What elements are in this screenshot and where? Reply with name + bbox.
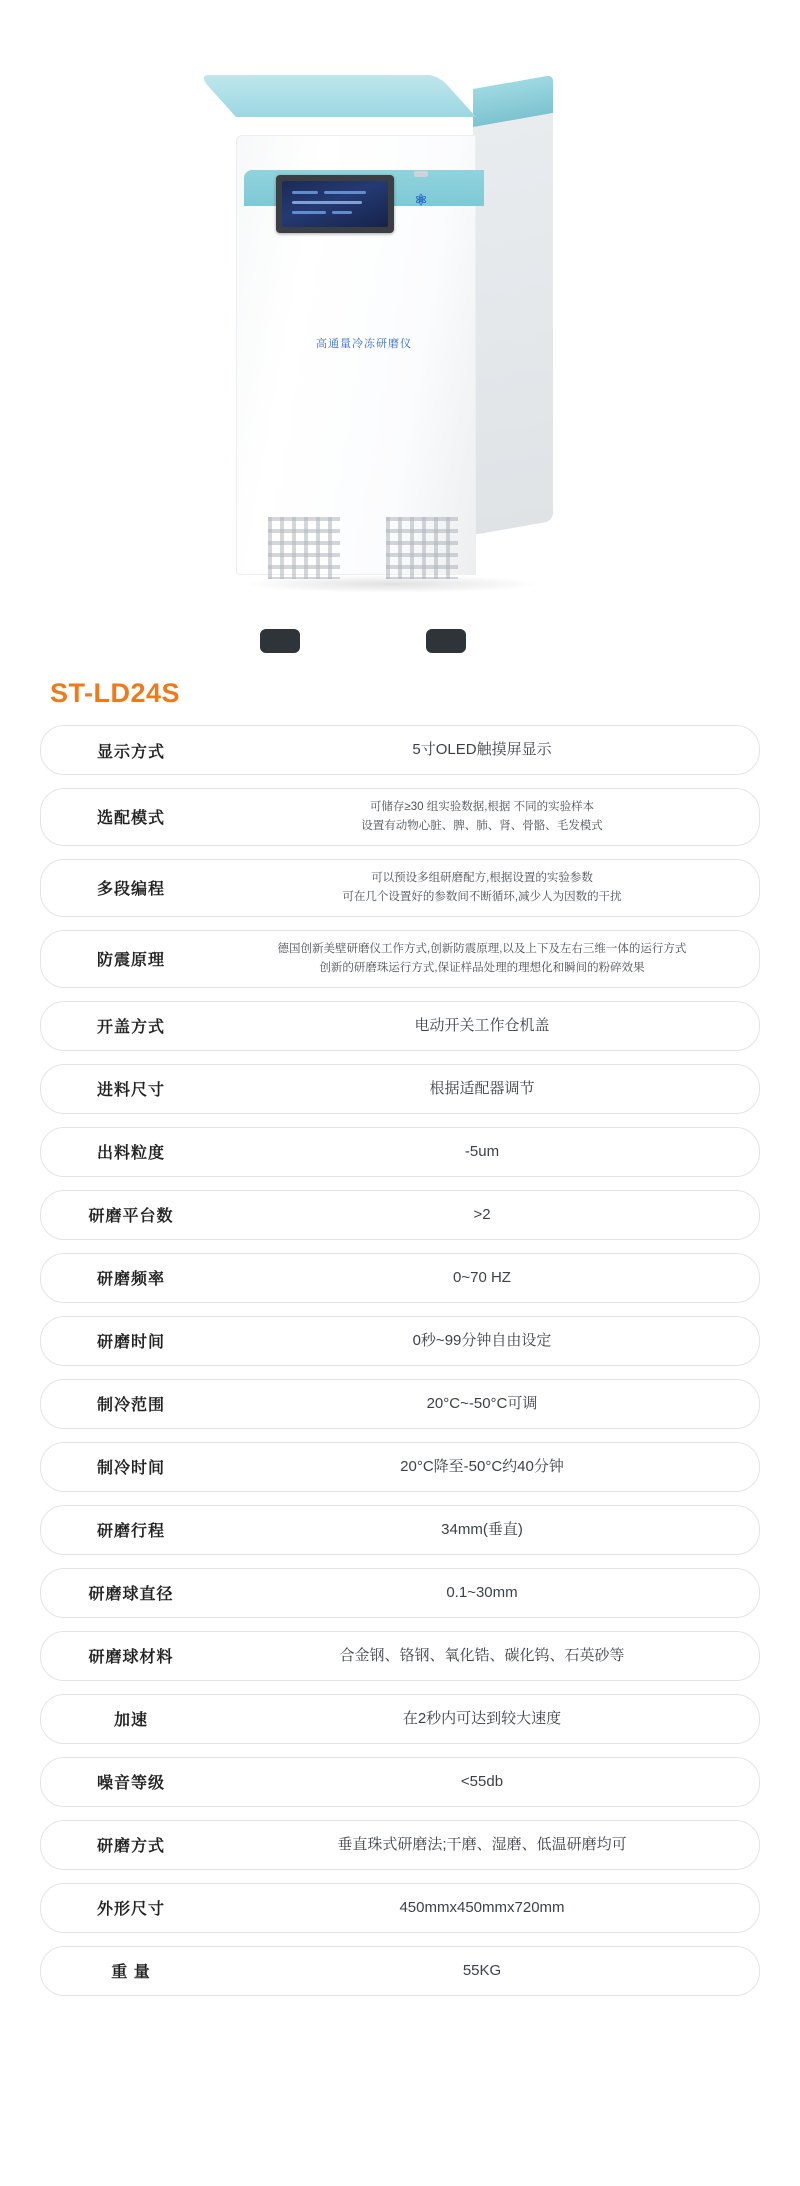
spec-row — [40, 788, 760, 846]
vent-left — [268, 517, 340, 579]
spec-value — [221, 1254, 759, 1302]
spec-value-line: 0秒~99分钟自由设定 — [412, 1332, 552, 1350]
spec-row — [40, 1946, 760, 1996]
spec-label: 防震原理 — [96, 952, 165, 970]
spec-value — [221, 1065, 759, 1113]
spec-label: 研磨平台数 — [88, 1208, 174, 1226]
spec-value-line: 20°C降至-50°C约40分钟 — [400, 1458, 564, 1476]
spec-value-line: 垂直珠式研磨法;干磨、湿磨、低温研磨均可 — [337, 1836, 627, 1854]
screen-line — [324, 191, 366, 194]
spec-value-line: 55KG — [462, 1962, 502, 1980]
vent-grid — [268, 517, 340, 579]
spec-value — [221, 1632, 759, 1680]
spec-row — [40, 1883, 760, 1933]
spec-value-line: 创新的研磨珠运行方式,保证样品处理的理想化和瞬间的粉碎效果 — [319, 961, 645, 974]
spec-value — [221, 1821, 759, 1869]
spec-value — [221, 860, 759, 916]
spec-row — [40, 1001, 760, 1051]
spec-row — [40, 1253, 760, 1303]
spec-row — [40, 1064, 760, 1114]
spec-row — [40, 1694, 760, 1744]
spec-value — [221, 789, 759, 845]
spec-value-line: 设置有动物心脏、脾、肺、肾、骨骼、毛发模式 — [361, 819, 603, 832]
spec-label: 制冷范围 — [96, 1397, 165, 1415]
spec-row — [40, 1190, 760, 1240]
spec-value-line: 根据适配器调节 — [429, 1080, 535, 1098]
machine-side-panel — [473, 99, 553, 535]
spec-value-line: 20°C~-50°C可调 — [426, 1395, 538, 1413]
spec-label: 外形尺寸 — [96, 1901, 165, 1919]
product-brand-label: 高通量冷冻研磨仪 — [316, 338, 412, 350]
spec-value — [221, 1758, 759, 1806]
spec-row — [40, 1379, 760, 1429]
product-image — [0, 0, 800, 660]
screen-line — [292, 211, 326, 214]
machine-lid-top — [198, 75, 476, 117]
spec-value — [221, 1317, 759, 1365]
spec-label: 出料粒度 — [96, 1145, 165, 1163]
spec-value-line: 可以预设多组研磨配方,根据设置的实验参数 — [371, 871, 593, 884]
spec-label: 研磨球材料 — [88, 1649, 174, 1667]
spec-label: 显示方式 — [96, 743, 165, 761]
spec-value — [221, 1947, 759, 1995]
spec-value — [221, 726, 759, 774]
spec-label: 加速 — [113, 1712, 148, 1730]
vent-grid — [386, 517, 458, 579]
spec-value — [221, 1569, 759, 1617]
screen-line — [292, 201, 362, 204]
grinder-illustration — [228, 75, 560, 605]
spec-value-line: 0.1~30mm — [446, 1584, 518, 1602]
spec-label: 进料尺寸 — [96, 1082, 165, 1100]
spec-value — [221, 1380, 759, 1428]
spec-row — [40, 859, 760, 917]
spec-row — [40, 1127, 760, 1177]
spec-value-line: 34mm(垂直) — [441, 1521, 523, 1539]
spec-label: 研磨方式 — [96, 1838, 165, 1856]
spec-label: 研磨时间 — [96, 1334, 165, 1352]
spec-row — [40, 725, 760, 775]
spec-label: 研磨行程 — [96, 1523, 165, 1541]
spec-label: 开盖方式 — [96, 1019, 165, 1037]
spec-value — [221, 1506, 759, 1554]
vent-right — [386, 517, 458, 579]
spec-value — [221, 1695, 759, 1743]
spec-value-line: 合金钢、铬钢、氧化锆、碳化钨、石英砂等 — [339, 1647, 625, 1665]
spec-row — [40, 1442, 760, 1492]
spec-value-line: 0~70 HZ — [453, 1269, 511, 1287]
spec-value — [221, 931, 759, 987]
spec-row — [40, 930, 760, 988]
spec-row — [40, 1505, 760, 1555]
spec-row — [40, 1757, 760, 1807]
spec-row — [40, 1631, 760, 1681]
spec-label: 制冷时间 — [96, 1460, 165, 1478]
spec-value-line: 德国创新美壁研磨仪工作方式,创新防震原理,以及上下及左右三维一体的运行方式 — [277, 942, 687, 955]
spec-label: 研磨频率 — [96, 1271, 165, 1289]
screen-line — [292, 191, 318, 194]
machine-front-panel — [236, 135, 476, 575]
machine-foot-right — [426, 629, 466, 653]
spec-row — [40, 1316, 760, 1366]
oled-touchscreen[interactable] — [282, 181, 388, 227]
spec-value — [221, 1002, 759, 1050]
specification-list — [0, 715, 800, 2049]
spec-value-line: 在2秒内可达到较大速度 — [402, 1710, 562, 1728]
spec-row — [40, 1568, 760, 1618]
spec-value — [221, 1443, 759, 1491]
spec-value — [221, 1884, 759, 1932]
spec-value — [221, 1128, 759, 1176]
page-title: ST-LD24S — [50, 678, 181, 708]
manufacturer-logo-icon: ⚛ — [414, 192, 428, 209]
machine-foot-left — [260, 629, 300, 653]
spec-value — [221, 1191, 759, 1239]
screen-line — [332, 211, 352, 214]
spec-value-line: >2 — [473, 1206, 491, 1224]
spec-value-line: 5寸OLED触摸屏显示 — [412, 741, 552, 759]
spec-row — [40, 1820, 760, 1870]
spec-value-line: 可在几个设置好的参数间不断循环,减少人为因数的干扰 — [342, 890, 622, 903]
spec-value-line: 450mmx450mmx720mm — [399, 1899, 565, 1917]
spec-label: 选配模式 — [96, 810, 165, 828]
spec-value-line: 可储存≥30 组实验数据,根据 不同的实验样本 — [369, 801, 595, 813]
spec-label: 研磨球直径 — [88, 1586, 174, 1604]
spec-value-line: <55db — [460, 1773, 504, 1791]
spec-label: 重 量 — [111, 1964, 151, 1982]
status-led — [414, 171, 428, 177]
spec-label: 多段编程 — [96, 881, 165, 899]
spec-label: 噪音等级 — [96, 1775, 165, 1793]
spec-value-line: -5um — [464, 1143, 500, 1161]
control-panel-bezel — [276, 175, 394, 233]
spec-value-line: 电动开关工作仓机盖 — [414, 1017, 550, 1035]
